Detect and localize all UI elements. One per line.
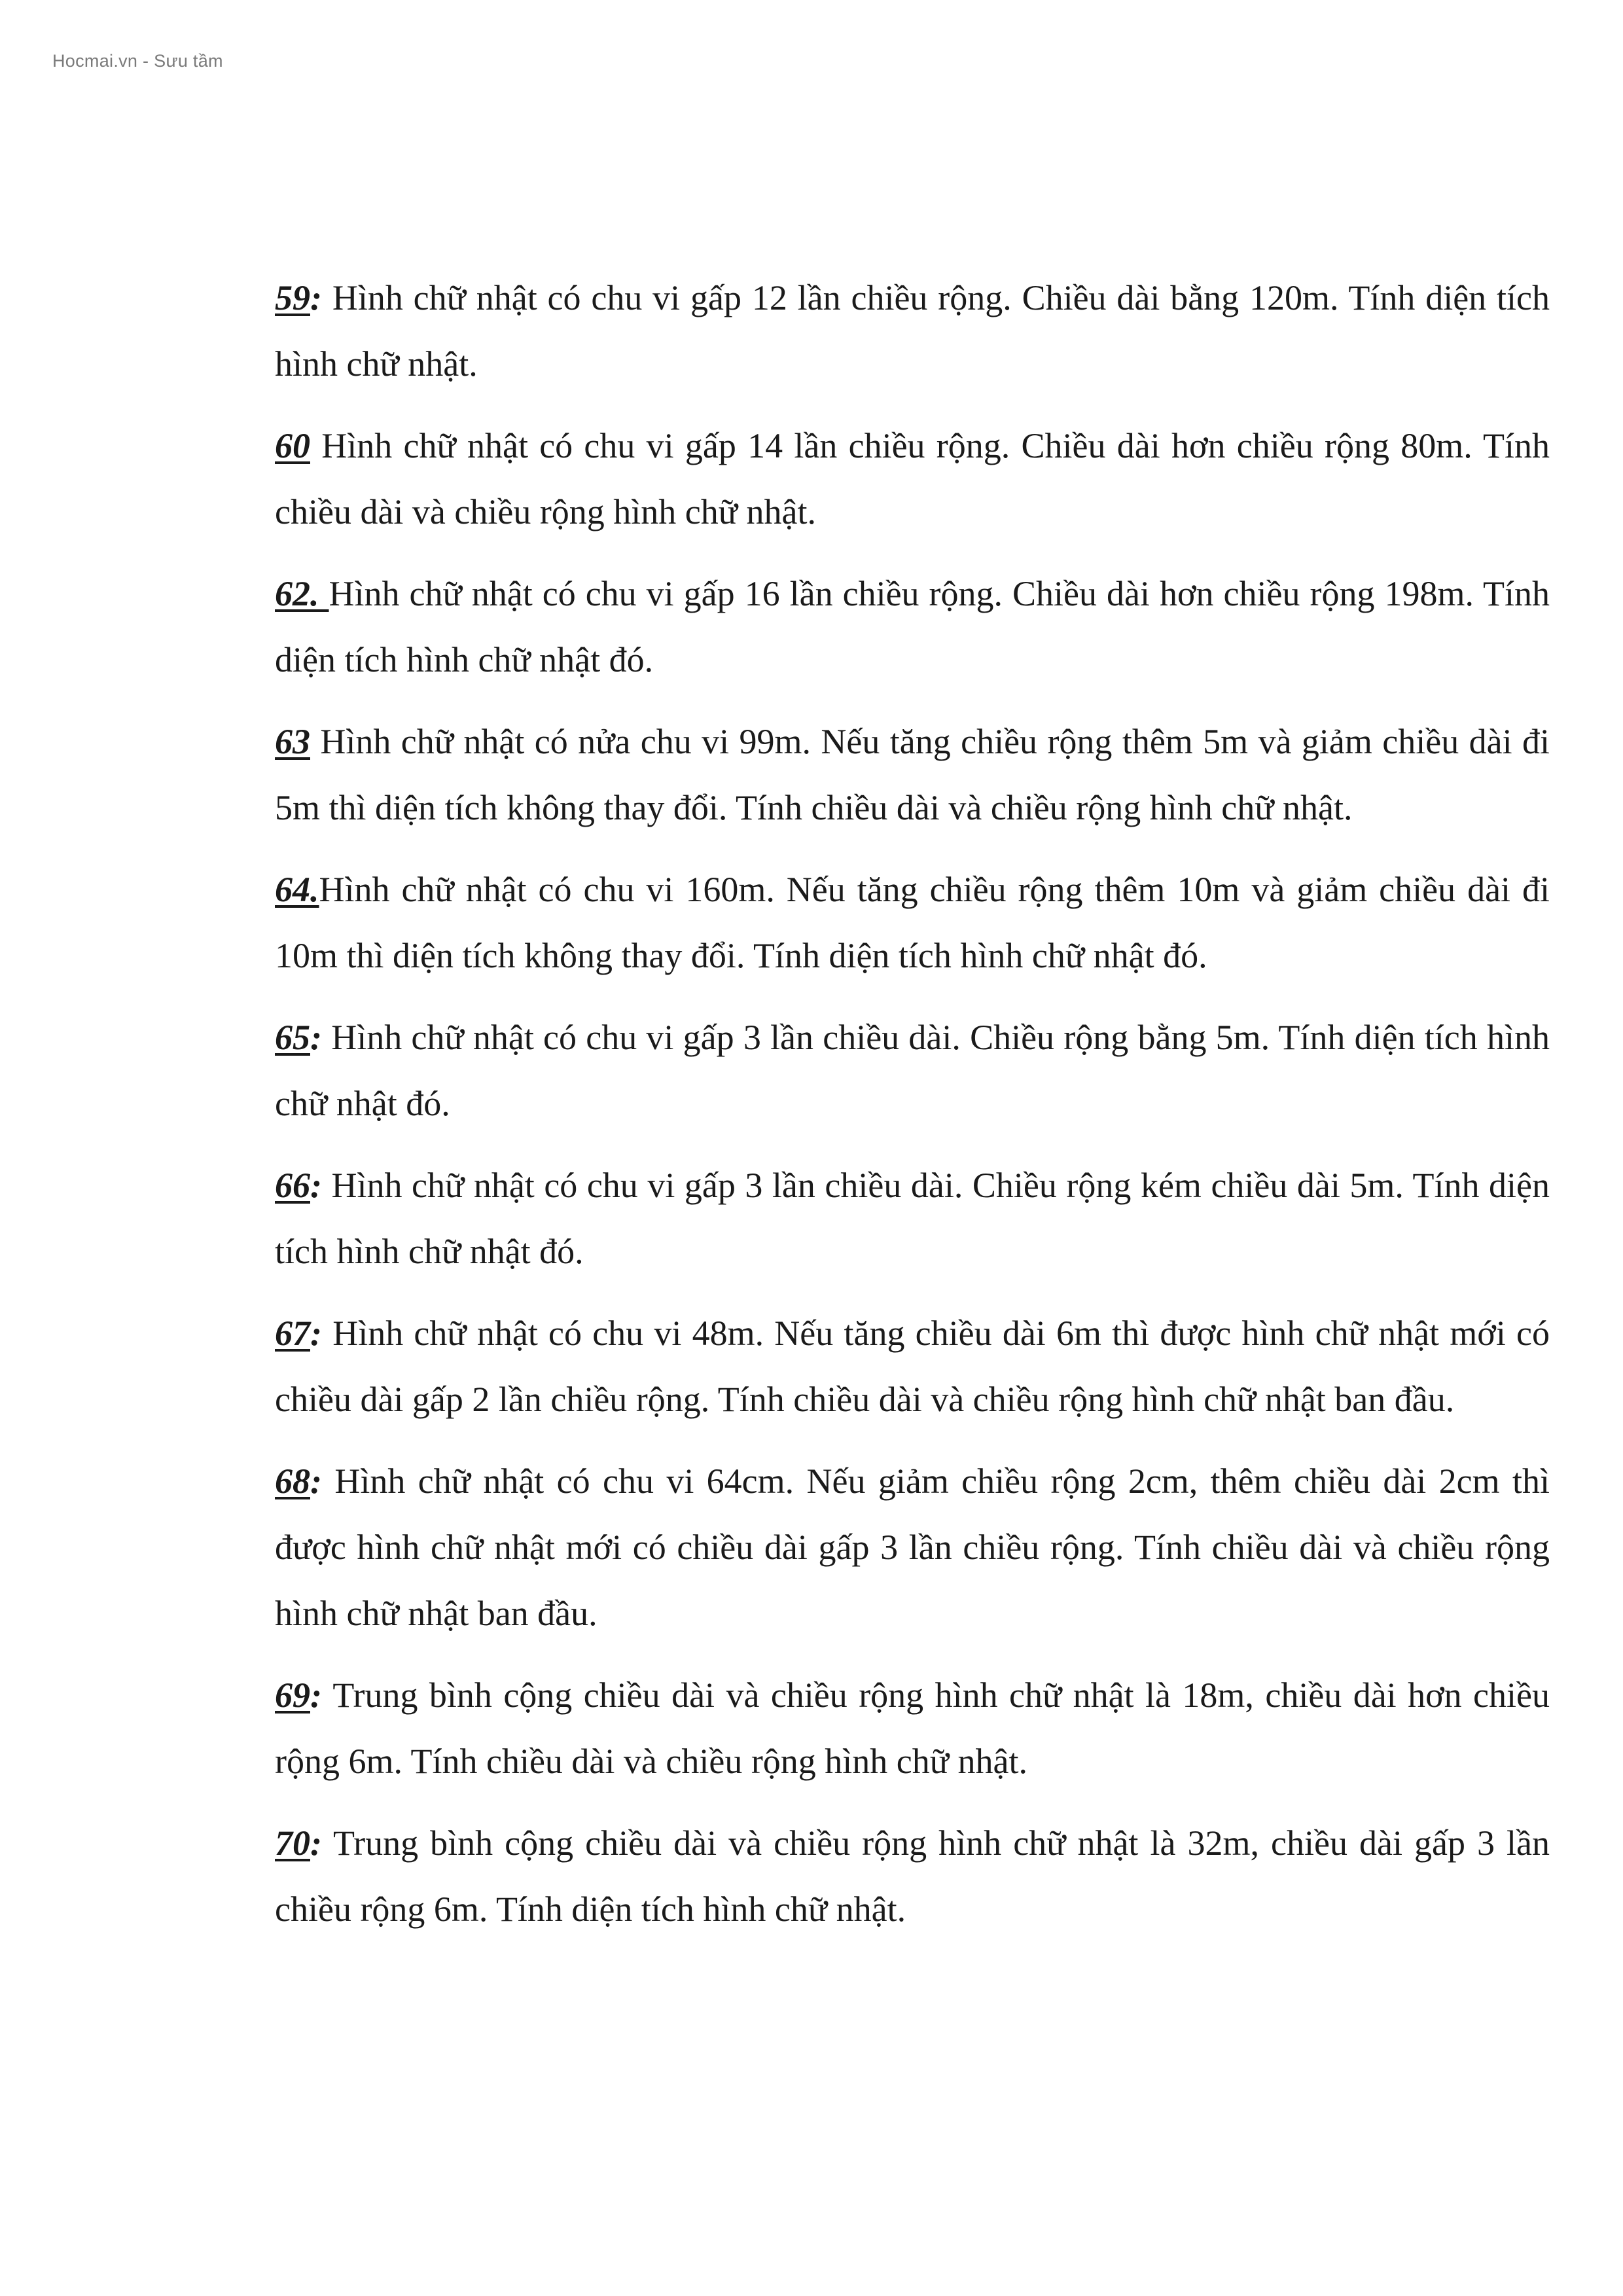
- page-header-source: Hocmai.vn - Sưu tầm: [52, 51, 223, 71]
- problem-65: [275, 1005, 1550, 1137]
- problem-text: Hình chữ nhật có chu vi 64cm. Nếu giảm chiều rộng 2cm, thêm chiều dài 2cm thì được hình chữ nhật mới có chiều dài gấp 3 lần chiều rộng. Tính chiều dài và chiều rộng hình chữ nhật ban đầu.: [275, 1462, 1550, 1633]
- problem-text: Trung bình cộng chiều dài và chiều rộng hình chữ nhật là 18m, chiều dài hơn chiều rộng 6m. Tính chiều dài và chiều rộng hình chữ nhật.: [275, 1676, 1550, 1781]
- problem-60: [275, 413, 1550, 545]
- problem-text: Hình chữ nhật có chu vi gấp 14 lần chiều rộng. Chiều dài hơn chiều rộng 80m. Tính chiều dài và chiều rộng hình chữ nhật.: [275, 426, 1550, 531]
- problem-number: 62.: [275, 574, 329, 613]
- problem-64: [275, 857, 1550, 989]
- problem-number: 69: [275, 1676, 310, 1715]
- problem-text: Hình chữ nhật có chu vi gấp 3 lần chiều dài. Chiều rộng kém chiều dài 5m. Tính diện tích hình chữ nhật đó.: [275, 1166, 1550, 1271]
- problem-separator: :: [310, 1462, 322, 1501]
- problem-separator: :: [310, 1676, 322, 1715]
- problem-67: [275, 1300, 1550, 1433]
- problem-62: [275, 561, 1550, 693]
- problem-text: Hình chữ nhật có chu vi 48m. Nếu tăng chiều dài 6m thì được hình chữ nhật mới có chiều dài gấp 2 lần chiều rộng. Tính chiều dài và chiều rộng hình chữ nhật ban đầu.: [275, 1314, 1550, 1419]
- problem-number: 63: [275, 722, 310, 761]
- problem-66: [275, 1153, 1550, 1285]
- problem-list: [275, 265, 1550, 1958]
- problem-text: Hình chữ nhật có chu vi gấp 16 lần chiều rộng. Chiều dài hơn chiều rộng 198m. Tính diện tích hình chữ nhật đó.: [275, 574, 1550, 679]
- problem-text: Trung bình cộng chiều dài và chiều rộng hình chữ nhật là 32m, chiều dài gấp 3 lần chiều rộng 6m. Tính diện tích hình chữ nhật.: [275, 1823, 1550, 1929]
- problem-text: Hình chữ nhật có chu vi 160m. Nếu tăng chiều rộng thêm 10m và giảm chiều dài đi 10m thì diện tích không thay đổi. Tính diện tích hình chữ nhật đó.: [275, 870, 1550, 975]
- problem-number: 65: [275, 1018, 310, 1057]
- problem-68: [275, 1448, 1550, 1647]
- problem-63: [275, 709, 1550, 841]
- problem-number: 66: [275, 1166, 310, 1205]
- problem-separator: :: [310, 1018, 322, 1057]
- problem-text: Hình chữ nhật có chu vi gấp 3 lần chiều dài. Chiều rộng bằng 5m. Tính diện tích hình chữ nhật đó.: [275, 1018, 1550, 1123]
- problem-text: Hình chữ nhật có nửa chu vi 99m. Nếu tăng chiều rộng thêm 5m và giảm chiều dài đi 5m thì diện tích không thay đổi. Tính chiều dài và chiều rộng hình chữ nhật.: [275, 722, 1550, 827]
- problem-70: [275, 1810, 1550, 1943]
- problem-number: 64.: [275, 870, 319, 909]
- problem-number: 68: [275, 1462, 310, 1501]
- problem-separator: :: [310, 1823, 322, 1863]
- problem-59: [275, 265, 1550, 397]
- problem-separator: :: [310, 278, 322, 317]
- problem-separator: :: [310, 1166, 322, 1205]
- problem-number: 70: [275, 1823, 310, 1863]
- problem-69: [275, 1662, 1550, 1795]
- problem-number: 59: [275, 278, 310, 317]
- problem-number: 60: [275, 426, 310, 465]
- problem-separator: :: [310, 1314, 322, 1353]
- problem-text: Hình chữ nhật có chu vi gấp 12 lần chiều rộng. Chiều dài bằng 120m. Tính diện tích hình chữ nhật.: [275, 278, 1550, 384]
- problem-number: 67: [275, 1314, 310, 1353]
